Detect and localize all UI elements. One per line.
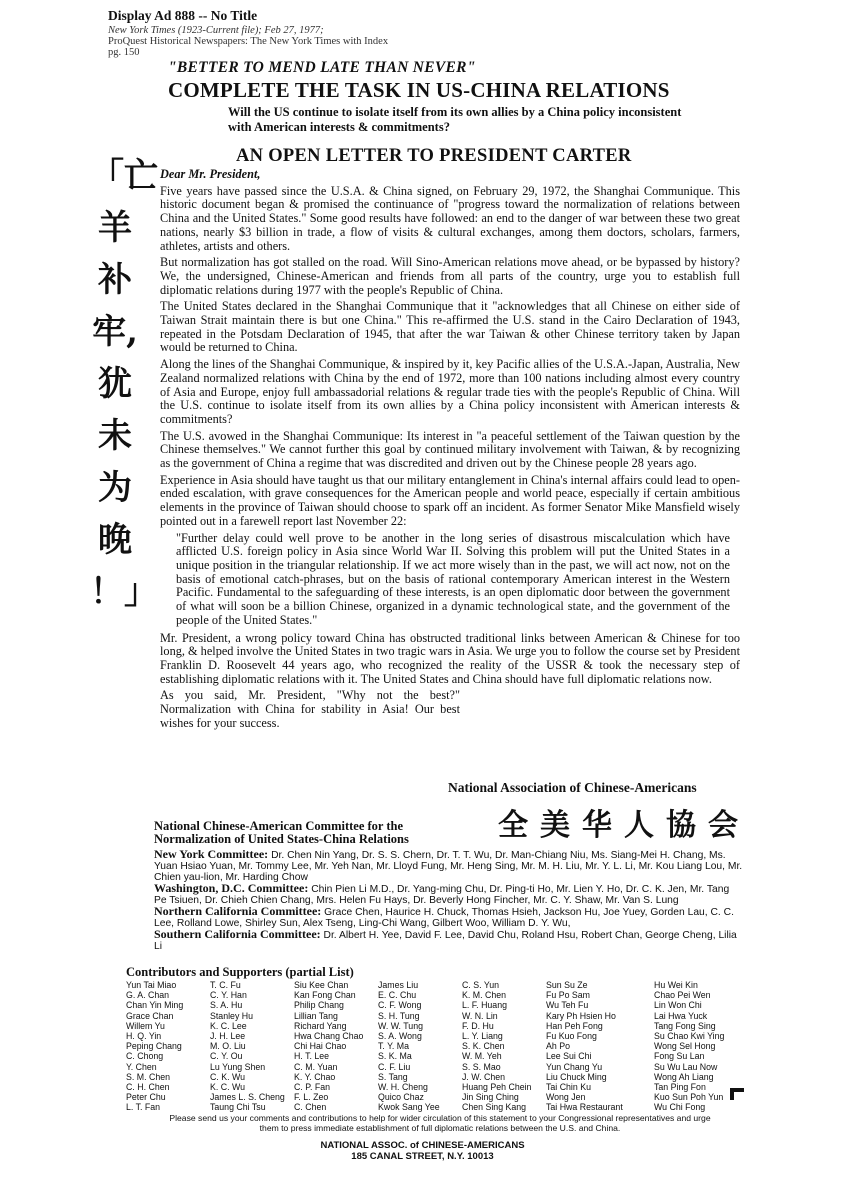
contributors-column	[378, 980, 462, 1113]
contributor-name: Lillian Tang	[294, 1010, 338, 1021]
contributor-name: W. M. Yeh	[462, 1051, 502, 1062]
committee-group-members: Chin Pien Li M.D., Dr. Yang-ming Chu, Dr. Ping-ti Ho, Mr. Lien Y. Ho, Dr. C. K. Jen, Mr. Tang Pe Tsiuen, Dr. Chieh Chien Chang, Mrs. Helen Fu Hays, Dr. Beverly Hong Fincher, Mr. C. Y. Shaw, Mr. Van S. Lung	[154, 884, 730, 906]
contributor-name: G. A. Chan	[126, 990, 170, 1001]
signature: National Association of Chinese-Americans	[448, 780, 697, 795]
contributor-name: C. K. Wu	[210, 1071, 246, 1082]
contributor-name: E. C. Chu	[378, 990, 417, 1001]
salutation: Dear Mr. President,	[160, 167, 261, 181]
contributors-column	[126, 980, 210, 1113]
committee-section	[154, 820, 744, 952]
contributor-name: Jin Sing Ching	[462, 1092, 519, 1103]
page-number: pg. 150	[108, 47, 140, 58]
contributor-name: L. F. Huang	[462, 1000, 507, 1011]
contributors-title: Contributors and Supporters (partial List)	[126, 965, 354, 979]
contributor-name: Han Peh Fong	[546, 1020, 603, 1031]
letter-paragraph: The U.S. avowed in the Shanghai Communique: Its interest in "a peaceful settlement of the Taiwan question by the Chinese themselves." We cannot further this goal by continued military involvement with Taiwan, & by recognizing as the government of China a regime that was discredited and driven out by the Chinese people 28 years ago.	[160, 428, 740, 471]
contributor-name: S. Tang	[378, 1071, 408, 1082]
contributor-name: W. H. Cheng	[378, 1082, 428, 1093]
contributor-name: C. Y. Ou	[210, 1051, 243, 1062]
contributor-name: C. H. Chen	[126, 1082, 170, 1093]
contributor-name: Liu Chuck Ming	[546, 1071, 607, 1082]
database-line: ProQuest Historical Newspapers: The New York Times with Index	[108, 36, 389, 47]
footer-note: Please send us your comments and contributions to help for wider circulation of this statement to your Congressional representatives and urge them to press immediate establishment of full diplomatic relations between the U.S. and China.	[169, 1113, 711, 1133]
committee-title: Normalization of United States-China Relations	[154, 832, 409, 846]
contributor-name: James L. S. Cheng	[210, 1092, 285, 1103]
calligraphy-char: 晚	[98, 520, 132, 560]
subheadline: Will the US continue to isolate itself from its own allies by a China policy inconsistent with American interests & commitments?	[228, 105, 682, 134]
contributor-name: S. A. Hu	[210, 1000, 243, 1011]
letter-paragraph: The United States declared in the Shanghai Communique that it "acknowledges that all Chinese on either side of Taiwan Strait maintain there is but one China." This re-affirmed the U.S. stand in the Cairo Declaration of 1943, repeated in the Potsdam Declaration of 1945, that after the war Taiwan & other Chinese territory taken by Japan would be returned to China.	[160, 299, 740, 355]
contributor-name: S. K. Ma	[378, 1051, 412, 1062]
letter-paragraph: As you said, Mr. President, "Why not the best?" Normalization with China for stability in Asia! Our best wishes for your success.	[160, 688, 460, 730]
committee-title: National Chinese-American Committee for the	[154, 819, 404, 833]
calligraphy-char: 羊	[98, 208, 132, 248]
contributor-name: Chen Sing Kang	[462, 1102, 527, 1113]
contributor-name: C. Chong	[126, 1051, 164, 1062]
contributor-name: Y. Chen	[126, 1061, 157, 1072]
contributor-name: J. W. Chen	[462, 1071, 506, 1082]
calligraphy-char: ！」	[90, 572, 158, 612]
contributor-name: H. T. Lee	[294, 1051, 330, 1062]
headline: COMPLETE THE TASK IN US-CHINA RELATIONS	[168, 78, 670, 102]
committee-group	[154, 929, 744, 952]
calligraphy-char: 未	[98, 416, 132, 456]
contributor-name: F. L. Zeo	[294, 1092, 329, 1103]
contributor-name: Kary Ph Hsien Ho	[546, 1010, 616, 1021]
contributor-name: Yun Tai Miao	[126, 980, 177, 990]
contributor-name: S. K. Chen	[462, 1041, 505, 1052]
mansfield-quote: "Further delay could well prove to be another in the long series of disastrous miscalculation which have afflicted U.S. foreign policy in Asia since World War II. Solving this problem will put the United States in a unique position in the triangular relationship. If we act more wisely than in the past, we will act now, not on the basis of emotional catch-phrases, but on the basis of rational contemporary American interest in the Western Pacific. Fundamental to the safeguarding of these interests, is an open diplomatic door between the government of what will soon be a billion Chinese, organized in a dynamic technological state, and the government of the people of the United States."	[176, 530, 730, 627]
contributor-name: K. Y. Chao	[294, 1071, 336, 1082]
contributor-name: Philip Chang	[294, 1000, 344, 1011]
contributor-name: L. T. Fan	[126, 1102, 161, 1113]
contributor-name: K. C. Lee	[210, 1020, 247, 1031]
contributor-name: Tan Ping Fon	[654, 1082, 706, 1093]
contributor-name: Kan Fong Chan	[294, 990, 356, 1001]
contributor-name: Stanley Hu	[210, 1010, 254, 1021]
contributor-name: Wu Chi Fong	[654, 1102, 706, 1113]
contributor-name: James Liu	[378, 980, 419, 990]
committee-group-members: Dr. Albert H. Yee, David F. Lee, David Chu, Roland Hsu, Robert Chan, George Cheng, Lilia Li	[154, 930, 737, 952]
contributor-name: Sun Su Ze	[546, 980, 588, 990]
contributor-name: Chan Yin Ming	[126, 1000, 184, 1011]
contributor-name: Lin Won Chi	[654, 1000, 702, 1011]
contributor-name: C. P. Fan	[294, 1082, 331, 1093]
contributor-name: Chao Pei Wen	[654, 990, 711, 1001]
contributor-name: T. Y. Ma	[378, 1041, 409, 1052]
contributor-name: Wong Ah Liang	[654, 1071, 714, 1082]
calligraphy-char: 犹	[98, 364, 132, 404]
contributor-name: C. Y. Han	[210, 990, 247, 1001]
calligraphy-char: 牢,	[92, 312, 138, 352]
letter-paragraph: But normalization has got stalled on the road. Will Sino-American relations move ahead, or be bypassed by history? We, the undersigned, Chinese-American and friends from all parts of the country, urge you to establish full diplomatic relations during 1977 with the people's Republic of China.	[160, 255, 740, 297]
committee-group-name: Washington, D.C. Committee:	[154, 881, 309, 895]
contributors-column	[462, 980, 546, 1113]
contributor-name: H. Q. Yin	[126, 1031, 162, 1042]
footer-organization	[0, 1140, 845, 1162]
contributor-name: Tang Fong Sing	[654, 1020, 716, 1031]
contributor-name: J. H. Lee	[210, 1031, 246, 1042]
contributor-name: W. W. Tung	[378, 1020, 423, 1031]
letter-paragraph: Experience in Asia should have taught us that our military entanglement in China's internal affairs could lead to open-ended escalation, with grave consequences for the American people and world peace, especially if certain ambitious elements in the province of Taiwan should choose to spark off an incident. As former Senator Mike Mansfield wisely pointed out in a farewell report last November 22:	[160, 472, 740, 528]
calligraphy-column	[90, 150, 158, 618]
contributor-name: Fu Kuo Fong	[546, 1031, 597, 1042]
document-title: Display Ad 888 -- No Title	[108, 8, 258, 23]
contributor-name: K. C. Wu	[210, 1082, 246, 1093]
contributor-name: Lu Yung Shen	[210, 1061, 266, 1072]
contributors-column	[210, 980, 294, 1113]
committee-group-name: Southern California Committee:	[154, 927, 321, 941]
contributor-name: K. M. Chen	[462, 990, 507, 1001]
committee-group-members: Dr. Chen Nin Yang, Dr. S. S. Chern, Dr. T. T. Wu, Dr. Man-Chiang Niu, Ms. Siang-Mei H. Chang, Ms. Yuan Hsiao Yuan, Mr. Tommy Lee, Mr. Yeh Nan, Mr. Lloyd Fung, Mr. Heng Sing, Mr. M. H. Liu, Mr. Y. L. Li, Mr. Kou Liang Lou, Mr. Chien yau-lion, Mr. Harding Chow	[154, 850, 743, 883]
contributor-name: Huang Peh Chein	[462, 1082, 532, 1093]
contributor-name: Wu Teh Fu	[546, 1000, 589, 1011]
contributor-name: Siu Kee Chan	[294, 980, 349, 990]
committee-group	[154, 883, 744, 906]
contributor-name: Grace Chan	[126, 1010, 174, 1021]
contributor-name: Peping Chang	[126, 1041, 182, 1052]
letter-paragraph: Five years have passed since the U.S.A. & China signed, on February 29, 1972, the Shanghai Communique. This historic document began & promised the continuance of "progress toward the normalization of relations between China and the United States." Some good results have followed: an end to the danger of war between these two great nations, nearly $3 billion in trade, a flow of visits & cultural exchanges, among them doctors, scholars, farmers, athletes, artists and others.	[160, 183, 740, 253]
contributor-name: Wong Jen	[546, 1092, 586, 1103]
contributor-name: L. Y. Liang	[462, 1031, 503, 1042]
contributor-name: Kuo Sun Poh Yun	[654, 1092, 724, 1103]
calligraphy-char: 补	[98, 260, 132, 300]
contributor-name: S. M. Chen	[126, 1071, 171, 1082]
contributor-name: Fu Po Sam	[546, 990, 591, 1001]
committee-group-name: New York Committee:	[154, 847, 269, 861]
contributor-name: Lee Sui Chi	[546, 1051, 592, 1062]
contributor-name: Tai Hwa Restaurant	[546, 1102, 623, 1113]
contributors-grid	[126, 980, 766, 1113]
contributor-name: Tai Chin Ku	[546, 1082, 591, 1093]
contributor-name: Su Wu Lau Now	[654, 1061, 718, 1072]
contributor-name: S. S. Mao	[462, 1061, 501, 1072]
committee-group	[154, 906, 744, 929]
contributor-name: C. S. Yun	[462, 980, 500, 990]
letter-paragraph: Mr. President, a wrong policy toward China has obstructed traditional links between American & Chinese for too long, & helped involve the United States in two tragic wars in Asia. We urge you to follow the course set by President Franklin D. Roosevelt 44 years ago, who recognized the reality of the USSR & took the necessary step of establishing diplomatic relations with it. The United States and China should have full diplomatic relations now.	[160, 630, 740, 686]
contributor-name: C. Chen	[294, 1102, 327, 1113]
calligraphy-char: 为	[98, 468, 132, 508]
contributor-name: M. O. Liu	[210, 1041, 246, 1052]
footer-address: 185 CANAL STREET, N.Y. 10013	[351, 1151, 494, 1162]
contributor-name: Richard Yang	[294, 1020, 347, 1031]
contributor-name: W. N. Lin	[462, 1010, 498, 1021]
contributor-name: Quico Chaz	[378, 1092, 424, 1103]
committee-group-members: Grace Chen, Haurice H. Chuck, Thomas Hsieh, Jackson Hu, Joe Yuey, Gorden Lau, C. C. Lee, Rolland Lowe, Shirley Sun, Alex Tseng, Ling-Chi Wang, Gilbert Woo, William D. Y. Wu,	[154, 907, 734, 929]
contributor-name: Yun Chang Yu	[546, 1061, 603, 1072]
contributor-name: F. D. Hu	[462, 1020, 494, 1031]
contributor-name: T. C. Fu	[210, 980, 241, 990]
contributor-name: C. M. Yuan	[294, 1061, 338, 1072]
contributor-name: C. F. Liu	[378, 1061, 411, 1072]
contributors-column	[546, 980, 654, 1113]
committee-group-name: Northern California Committee:	[154, 904, 322, 918]
quote-title: "BETTER TO MEND LATE THAN NEVER"	[168, 59, 476, 76]
contributor-name: Lai Hwa Yuck	[654, 1010, 708, 1021]
letter-body	[160, 168, 740, 733]
source-line: New York Times (1923-Current file); Feb 27, 1977;	[108, 25, 324, 36]
contributor-name: C. F. Wong	[378, 1000, 422, 1011]
letter-paragraph: Along the lines of the Shanghai Communique, & inspired by it, key Pacific allies of the U.S.A.-Japan, Australia, New Zealand normalized relations with China by the end of 1972, more than 100 nations including almost every country of Asia and Europe, enjoy full ambassadorial relations & regular trade ties with the people's Republic of China. Will the U.S. continue to isolate itself from its own allies by a China policy inconsistent with American interests & commitments?	[160, 357, 740, 426]
contributor-name: Kwok Sang Yee	[378, 1102, 440, 1113]
letter-title: AN OPEN LETTER TO PRESIDENT CARTER	[236, 146, 632, 166]
contributor-name: Fong Su Lan	[654, 1051, 705, 1062]
contributors-column	[294, 980, 378, 1113]
contributor-name: Hu Wei Kin	[654, 980, 698, 990]
chinese-organization-name: 全美华人協会	[498, 808, 750, 843]
contributor-name: S. A. Wong	[378, 1031, 422, 1042]
corner-mark-icon	[730, 1088, 744, 1100]
committee-group	[154, 849, 744, 883]
calligraphy-char: 「亡	[90, 156, 158, 196]
contributor-name: Ah Po	[546, 1041, 570, 1052]
contributor-name: Peter Chu	[126, 1092, 166, 1103]
contributor-name: Taung Chi Tsu	[210, 1102, 266, 1113]
contributor-name: Wong Sel Hong	[654, 1041, 716, 1052]
contributor-name: S. H. Tung	[378, 1010, 420, 1021]
contributor-name: Chi Hai Chao	[294, 1041, 347, 1052]
footer-org-name: NATIONAL ASSOC. of CHINESE-AMERICANS	[320, 1140, 525, 1151]
contributor-name: Su Chao Kwi Ying	[654, 1031, 725, 1042]
contributor-name: Willem Yu	[126, 1020, 165, 1031]
contributor-name: Hwa Chang Chao	[294, 1031, 364, 1042]
